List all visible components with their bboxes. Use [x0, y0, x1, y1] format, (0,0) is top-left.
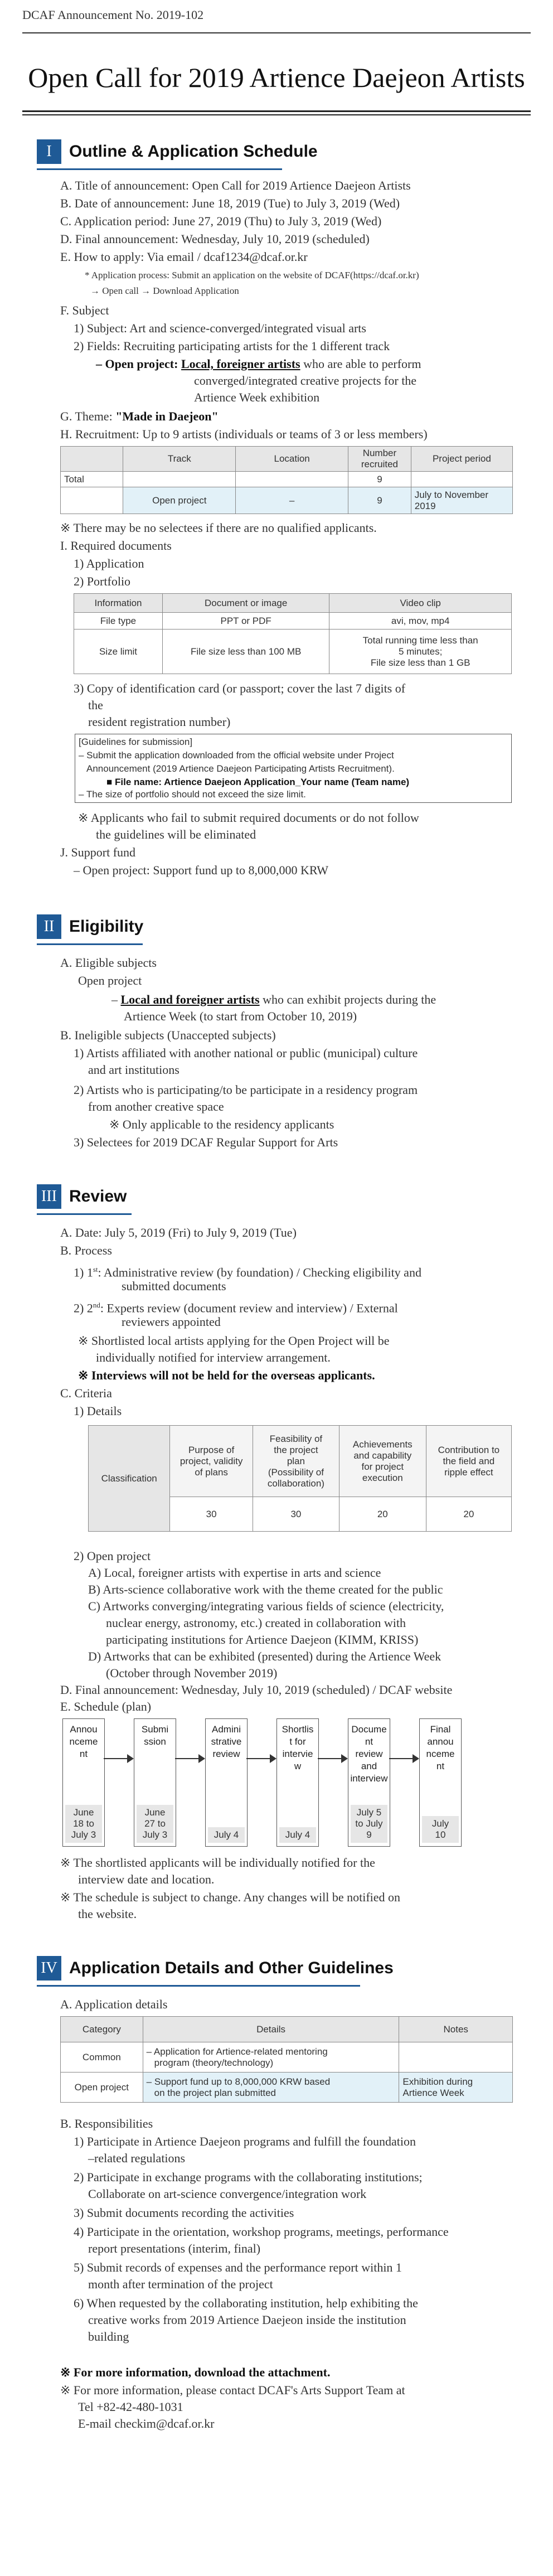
contact-email: E-mail checkim@dcaf.or.kr — [78, 2417, 215, 2430]
responsibility-6-line3: building — [88, 2330, 129, 2343]
portfolio-size-doc: File size less than 100 MB — [163, 630, 329, 674]
open-project-artists: Local, foreigner artists — [181, 357, 300, 371]
outline-title: A. Title of announcement: Open Call for 2019 Artience Daejeon Artists — [60, 178, 411, 192]
outline-final-announcement: D. Final announcement: Wednesday, July 10, 2019 (scheduled) — [60, 232, 370, 246]
recruitment-table — [60, 446, 513, 514]
open-criteria-b: B) Arts-science collaborative work with the theme created for the public — [88, 1582, 443, 1596]
arrow-right-icon — [341, 1754, 348, 1763]
portfolio-file-type-doc: PPT or PDF — [163, 613, 329, 630]
criteria-score-feasibility: 30 — [253, 1497, 339, 1532]
open-project-criteria: 2) Open project — [74, 1549, 151, 1563]
review-note-2: ※ Interviews will not be held for the overseas applicants. — [78, 1368, 375, 1382]
review-note-1: ※ Shortlisted local artists applying for the Open Project will be — [78, 1334, 390, 1348]
eligible-open-project: Open project — [78, 974, 142, 987]
portfolio-file-type-video: avi, mov, mp4 — [329, 613, 512, 630]
open-criteria-a: A) Local, foreigner artists with expertise in arts and science — [88, 1566, 381, 1580]
announcement-number: DCAF Announcement No. 2019-102 — [22, 8, 204, 22]
application-details-table — [60, 2016, 513, 2103]
required-doc-portfolio: 2) Portfolio — [74, 574, 131, 588]
portfolio-table — [74, 593, 512, 674]
application-details: A. Application details — [60, 1997, 168, 2011]
arrow-right-icon — [413, 1754, 419, 1763]
criteria-header-purpose: Purpose of project, validity of plans — [170, 1426, 253, 1497]
open-criteria-d-line2: (October through November 2019) — [106, 1666, 278, 1680]
guidelines-line-2: Announcement (2019 Artience Daejeon Participating Artists Recruitment). — [86, 763, 395, 774]
section-4-title: Application Details and Other Guidelines — [69, 1959, 394, 1977]
responsibilities: B. Responsibilities — [60, 2117, 153, 2130]
theme-label: G. Theme: — [60, 409, 113, 423]
recruit-total-label: Total — [61, 472, 123, 487]
portfolio-header-info: Information — [74, 594, 163, 613]
theme-value: "Made in Daejeon" — [115, 409, 219, 423]
details-common-label: Common — [61, 2042, 143, 2073]
recruitment-note: ※ There may be no selectees if there are no qualified applicants. — [60, 521, 377, 535]
page-title: Open Call for 2019 Artience Daejeon Artists — [28, 62, 525, 93]
review-step-1-line2: submitted documents — [122, 1279, 226, 1293]
outline-open-project-line2: converged/integrated creative projects for the — [194, 374, 417, 388]
open-criteria-c-line3: participating institutions for Artience Daejeon (KIMM, KRISS) — [106, 1633, 419, 1647]
required-doc-id-line3: resident registration number) — [88, 715, 231, 729]
details-header-details: Details — [143, 2017, 399, 2042]
section-4-number: IV — [37, 1956, 61, 1981]
section-1-underline — [37, 168, 282, 170]
schedule-step-label: Shortlis t for intervie w — [282, 1724, 314, 1771]
review-step-1: 1) 1st: Administrative review (by foundation) / Checking eligibility and — [74, 1265, 421, 1280]
schedule-note-1: ※ The shortlisted applicants will be individually notified for the — [60, 1856, 375, 1870]
details-common-text: – Application for Artience-related mentoring program (theory/technology) — [143, 2042, 399, 2073]
ineligible-2: 2) Artists who is participating/to be participate in a residency program — [74, 1083, 418, 1097]
section-3-header — [37, 1184, 127, 1209]
schedule-step — [205, 1718, 248, 1847]
schedule-step-label: Final annou nceme nt — [426, 1724, 455, 1771]
guidelines-line-4: – The size of portfolio should not exceed the size limit. — [79, 789, 306, 800]
criteria-header-feasibility: Feasibility of the project plan (Possibility of collaboration) — [253, 1426, 339, 1497]
outline-process-note: * Application process: Submit an application on the website of DCAF(https://dcaf.or.kr) — [85, 270, 419, 280]
review-criteria-details: 1) Details — [74, 1404, 122, 1418]
section-4-header — [37, 1956, 394, 1981]
support-fund-open: – Open project: Support fund up to 8,000,000 KRW — [74, 863, 329, 877]
section-4-underline — [37, 1985, 360, 1987]
portfolio-size-label: Size limit — [74, 630, 163, 674]
recruit-header-number: Number recruited — [348, 447, 411, 472]
criteria-score-contribution: 20 — [426, 1497, 511, 1532]
schedule-arrow-line — [318, 1758, 341, 1759]
outline-subject-2: 2) Fields: Recruiting participating artists for the 1 different track — [74, 339, 390, 353]
responsibility-3: 3) Submit documents recording the activities — [74, 2206, 294, 2220]
outline-how-to-apply: E. How to apply: Via email / dcaf1234@dcaf.or.kr — [60, 250, 308, 264]
contact-phone: Tel +82-42-480-1031 — [78, 2400, 183, 2414]
table-row — [61, 487, 513, 514]
recruit-header-location: Location — [236, 447, 348, 472]
schedule-step — [419, 1718, 462, 1847]
eligible-artists: – Local and foreigner artists who can exhibit projects during the — [111, 992, 436, 1006]
review-schedule: E. Schedule (plan) — [60, 1699, 152, 1713]
portfolio-header-document: Document or image — [163, 594, 329, 613]
review-criteria: C. Criteria — [60, 1386, 112, 1400]
schedule-step — [348, 1718, 390, 1847]
open-criteria-c: C) Artworks converging/integrating various fields of science (electricity, — [88, 1599, 444, 1613]
table-row — [61, 472, 513, 487]
ineligible-2-line2: from another creative space — [88, 1100, 224, 1113]
schedule-step-date: June 18 to July 3 — [65, 1805, 102, 1843]
schedule-note-1-line2: interview date and location. — [78, 1872, 215, 1886]
top-divider — [22, 32, 531, 33]
outline-open-project — [96, 356, 421, 372]
schedule-step-date: July 4 — [279, 1827, 316, 1843]
guidelines-title: [Guidelines for submission] — [79, 737, 193, 747]
details-open-text: – Support fund up to 8,000,000 KRW based on the project plan submitted — [143, 2073, 399, 2103]
ineligible-1-line2: and art institutions — [88, 1063, 180, 1077]
criteria-classification: Classification — [89, 1426, 170, 1532]
details-open-notes: Exhibition during Artience Week — [399, 2073, 513, 2103]
outline-subject: F. Subject — [60, 303, 109, 317]
responsibility-4: 4) Participate in the orientation, workshop programs, meetings, performance — [74, 2225, 449, 2239]
schedule-step-label: Docume nt review and interview — [350, 1724, 388, 1784]
contact-note: ※ For more information, please contact DCAF's Arts Support Team at — [60, 2383, 405, 2397]
eligible-artists-label: Local and foreigner artists — [120, 992, 260, 1006]
eligible-artists-line2: Artience Week (to start from October 10, 2019) — [124, 1009, 357, 1023]
schedule-step-date: June 27 to July 3 — [137, 1805, 173, 1843]
table-row — [61, 2073, 513, 2103]
criteria-score-purpose: 30 — [170, 1497, 253, 1532]
ineligible-2-note: ※ Only applicable to the residency applicants — [109, 1117, 334, 1131]
schedule-step-date: July 4 — [208, 1827, 245, 1843]
submission-guidelines-box — [75, 734, 512, 803]
outline-recruitment: H. Recruitment: Up to 9 artists (individuals or teams of 3 or less members) — [60, 427, 428, 441]
schedule-step-label: Submi ssion — [141, 1724, 169, 1747]
responsibility-6-line2: creative works from 2019 Artience Daejeon inside the institution — [88, 2313, 406, 2327]
portfolio-header-video: Video clip — [329, 594, 512, 613]
outline-subject-1: 1) Subject: Art and science-converged/integrated visual arts — [74, 321, 366, 335]
section-2-underline — [37, 943, 143, 945]
recruit-header-period: Project period — [411, 447, 512, 472]
schedule-step — [276, 1718, 319, 1847]
table-row — [61, 2042, 513, 2073]
ineligible-3: 3) Selectees for 2019 DCAF Regular Support for Arts — [74, 1135, 338, 1149]
schedule-arrow-line — [175, 1758, 198, 1759]
schedule-note-2: ※ The schedule is subject to change. Any changes will be notified on — [60, 1890, 401, 1904]
recruit-total-number: 9 — [348, 472, 411, 487]
responsibility-6: 6) When requested by the collaborating institution, help exhibiting the — [74, 2296, 418, 2310]
section-1-number: I — [37, 139, 61, 164]
recruit-period: July to November 2019 — [411, 487, 512, 514]
section-1-title: Outline & Application Schedule — [69, 142, 318, 161]
review-step-2: 2) 2nd: Experts review (document review and interview) / External — [74, 1301, 398, 1315]
ineligible-subjects: B. Ineligible subjects (Unaccepted subjects) — [60, 1028, 276, 1042]
review-process: B. Process — [60, 1243, 112, 1257]
schedule-arrow-line — [246, 1758, 270, 1759]
recruit-location: – — [236, 487, 348, 514]
schedule-note-2-line2: the website. — [78, 1907, 137, 1921]
ineligible-1: 1) Artists affiliated with another national or public (municipal) culture — [74, 1046, 418, 1060]
responsibility-5-line2: month after termination of the project — [88, 2277, 273, 2291]
responsibility-2: 2) Participate in exchange programs with the collaborating institutions; — [74, 2170, 423, 2184]
section-2-header — [37, 914, 143, 939]
schedule-step — [62, 1718, 105, 1847]
details-header-notes: Notes — [399, 2017, 513, 2042]
support-fund: J. Support fund — [60, 845, 136, 859]
guidelines-file-name: ■ File name: Artience Daejeon Application_Your name (Team name) — [106, 777, 410, 787]
recruit-track: Open project — [123, 487, 236, 514]
table-row — [74, 613, 512, 630]
outline-application-period: C. Application period: June 27, 2019 (Thu) to July 3, 2019 (Wed) — [60, 214, 382, 228]
review-step-2-line2: reviewers appointed — [122, 1315, 221, 1329]
details-header-category: Category — [61, 2017, 143, 2042]
required-doc-id-line2: the — [88, 698, 103, 712]
responsibility-1-line2: –related regulations — [88, 2151, 186, 2165]
schedule-step-label: Annou nceme nt — [69, 1724, 98, 1759]
responsibility-2-line2: Collaborate on art-science convergence/integration work — [88, 2187, 367, 2201]
section-2-title: Eligibility — [69, 917, 144, 936]
portfolio-size-video: Total running time less than 5 minutes; File size less than 1 GB — [329, 630, 512, 674]
open-criteria-c-line2: nuclear energy, astronomy, etc.) created in collaboration with — [106, 1616, 406, 1630]
responsibility-4-line2: report presentations (interim, final) — [88, 2241, 261, 2255]
schedule-step-date: July 10 — [422, 1816, 459, 1843]
review-date: A. Date: July 5, 2019 (Fri) to July 9, 2019 (Tue) — [60, 1226, 297, 1239]
arrow-right-icon — [270, 1754, 276, 1763]
outline-open-project-line3: Artience Week exhibition — [194, 390, 320, 404]
outline-theme — [60, 408, 219, 425]
criteria-table — [88, 1425, 512, 1532]
recruit-number: 9 — [348, 487, 411, 514]
outline-announcement-date: B. Date of announcement: June 18, 2019 (Tue) to July 3, 2019 (Wed) — [60, 196, 400, 210]
criteria-header-contribution: Contribution to the field and ripple effect — [426, 1426, 511, 1497]
review-final-announcement: D. Final announcement: Wednesday, July 10, 2019 (scheduled) / DCAF website — [60, 1683, 453, 1697]
review-note-1-line2: individually notified for interview arrangement. — [96, 1350, 331, 1364]
schedule-step-date: July 5 to July 9 — [351, 1805, 387, 1843]
responsibility-5: 5) Submit records of expenses and the performance report within 1 — [74, 2260, 402, 2274]
responsibility-1: 1) Participate in Artience Daejeon programs and fulfill the foundation — [74, 2134, 416, 2148]
section-1-header — [37, 139, 318, 164]
schedule-step-label: Admini strative review — [211, 1724, 242, 1759]
section-3-underline — [37, 1213, 132, 1215]
guidelines-line-1: – Submit the application downloaded from the official website under Project — [79, 750, 394, 761]
outline-process-path: → Open call → Download Application — [90, 285, 239, 296]
required-doc-note-line2: the guidelines will be eliminated — [96, 827, 256, 841]
open-project-label: – Open project: — [96, 357, 178, 371]
section-2-number: II — [37, 914, 61, 939]
required-doc-id: 3) Copy of identification card (or passport; cover the last 7 digits of — [74, 681, 406, 695]
attachment-note: ※ For more information, download the attachment. — [60, 2365, 331, 2379]
eligible-subjects: A. Eligible subjects — [60, 956, 157, 970]
schedule-arrow-line — [389, 1758, 413, 1759]
required-doc-note: ※ Applicants who fail to submit required documents or do not follow — [78, 811, 419, 825]
arrow-right-icon — [127, 1754, 134, 1763]
schedule-arrow-line — [104, 1758, 127, 1759]
title-double-rule — [22, 110, 531, 115]
criteria-header-achievements: Achievements and capability for project execution — [339, 1426, 426, 1497]
recruit-header-track: Track — [123, 447, 236, 472]
details-open-label: Open project — [61, 2073, 143, 2103]
table-row — [74, 630, 512, 674]
open-criteria-d: D) Artworks that can be exhibited (presented) during the Artience Week — [88, 1649, 442, 1663]
criteria-score-achievements: 20 — [339, 1497, 426, 1532]
required-documents: I. Required documents — [60, 539, 172, 553]
section-3-number: III — [37, 1184, 61, 1209]
schedule-step — [134, 1718, 176, 1847]
recruit-header-blank — [61, 447, 123, 472]
open-project-rest: who are able to perform — [303, 357, 421, 371]
arrow-right-icon — [198, 1754, 205, 1763]
section-3-title: Review — [69, 1187, 127, 1205]
required-doc-application: 1) Application — [74, 556, 144, 570]
portfolio-file-type-label: File type — [74, 613, 163, 630]
